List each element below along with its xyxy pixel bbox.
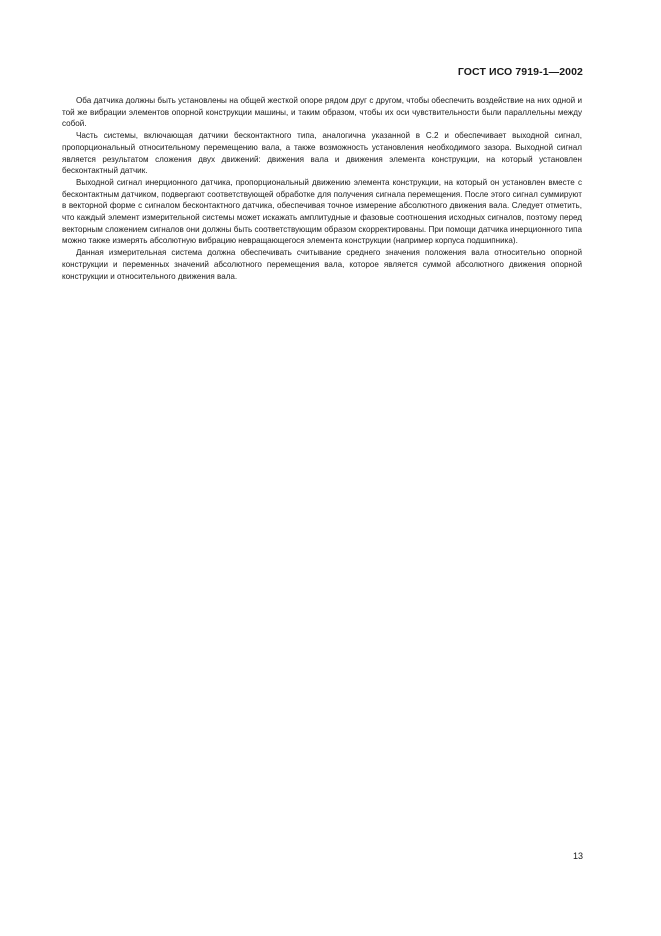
body-text xyxy=(62,95,582,282)
paragraph-inertial-sensor: Выходной сигнал инерционного датчика, пропорциональный движению элемента конструкции, на который он установлен вместе с бесконтактным датчиком, подвергают соответствующей обработке для получения сигнала перемещения. После этого сигнал суммируют в векторной форме с сигналом бесконтактного датчика, обеспечивая точное измерение абсолютного движения вала. Следует отметить, что каждый элемент измерительной системы может искажать амплитудные и фазовые соотношения исходных сигналов, поэтому перед векторным сложением сигналов они должны быть соответствующим образом скорректированы. При помощи датчика инерционного типа можно также измерять абсолютную вибрацию невращающегося элемента конструкции (например корпуса подшипника). xyxy=(62,177,582,246)
paragraph-measurement-system: Данная измерительная система должна обеспечивать считывание среднего значения положения вала относительно опорной конструкции и переменных значений абсолютного перемещения вала, которое является суммой абсолютного движения опорной конструкции и относительного движения вала. xyxy=(62,248,582,281)
paragraph-sensor-mounting: Оба датчика должны быть установлены на общей жесткой опоре рядом друг с другом, чтобы обеспечить воздействие на них одной и той же вибрации элементов опорной конструкции машины, и таким образом, чтобы их оси чувствительности были параллельны между собой. xyxy=(62,96,582,129)
paragraph-noncontact-system: Часть системы, включающая датчики бесконтактного типа, аналогична указанной в С.2 и обеспечивает выходной сигнал, пропорциональный относительному перемещению вала, а также возможность установления необходимого зазора. Выходной сигнал является результатом сложения двух движений: движения вала и движения элемента конструкции, на который установлен бесконтактный датчик. xyxy=(62,131,582,176)
page-number: 13 xyxy=(572,851,583,861)
standard-header: ГОСТ ИСО 7919-1—2002 xyxy=(457,66,583,78)
